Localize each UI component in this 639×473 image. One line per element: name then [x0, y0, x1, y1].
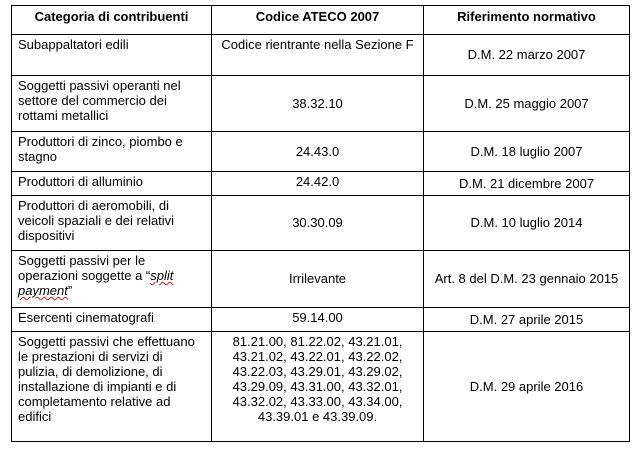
reference-cell: D.M. 18 luglio 2007 [424, 132, 630, 172]
ateco-code-cell: Codice rientrante nella Sezione F [212, 35, 424, 76]
ateco-code-cell: 59.14.00 [212, 308, 424, 332]
reference-cell: D.M. 10 luglio 2014 [424, 196, 630, 251]
table-row [12, 308, 630, 332]
category-cell: Soggetti passivi che effettuano le prestazioni di servizi di pulizia, di demolizione, di installazione di impianti e di completamento relative ad edifici [12, 332, 212, 442]
table-row [12, 132, 630, 172]
reference-cell: D.M. 27 aprile 2015 [424, 308, 630, 332]
category-cell: Esercenti cinematografi [12, 308, 212, 332]
ateco-code-cell: 30.30.09 [212, 196, 424, 251]
category-cell: Produttori di zinco, piombo e stagno [12, 132, 212, 172]
category-cell: Produttori di aeromobili, di veicoli spaziali e dei relativi dispositivi [12, 196, 212, 251]
ateco-code-cell: 24.43.0 [212, 132, 424, 172]
ateco-code-cell: 24.42.0 [212, 172, 424, 196]
category-text-end: ” [67, 283, 73, 298]
reference-cell: D.M. 25 maggio 2007 [424, 76, 630, 132]
category-cell: Soggetti passivi operanti nel settore del commercio dei rottami metallici [12, 76, 212, 132]
table-row [12, 172, 630, 196]
ateco-code-cell: 81.21.00, 81.22.02, 43.21.01, 43.21.02, 43.22.01, 43.22.02, 43.22.03, 43.29.01, 43.29.02, 43.29.09, 43.31.00, 43.32.01, 43.32.02, 43.33.00, 43.34.00, 43.39.01 e 43.39.09. [212, 332, 424, 442]
table-row [12, 35, 630, 76]
contributors-table [11, 5, 630, 442]
split-payment-term: split payment [18, 268, 174, 298]
header-category: Categoria di contribuenti [12, 6, 212, 35]
ateco-code-cell: 38.32.10 [212, 76, 424, 132]
category-text: Soggetti passivi per le operazioni soggette a “ [18, 253, 151, 283]
reference-cell: Art. 8 del D.M. 23 gennaio 2015 [424, 251, 630, 308]
reference-cell: D.M. 22 marzo 2007 [424, 35, 630, 76]
table-row [12, 76, 630, 132]
header-ateco-code: Codice ATECO 2007 [212, 6, 424, 35]
ateco-code-cell: Irrilevante [212, 251, 424, 308]
table-row [12, 332, 630, 442]
table-body [12, 35, 630, 442]
table-row [12, 196, 630, 251]
reference-cell: D.M. 29 aprile 2016 [424, 332, 630, 442]
header-legal-reference: Riferimento normativo [424, 6, 630, 35]
table-header [12, 6, 630, 35]
category-cell [12, 251, 212, 308]
category-cell: Produttori di alluminio [12, 172, 212, 196]
category-cell: Subappaltatori edili [12, 35, 212, 76]
header-row [12, 6, 630, 35]
table-row [12, 251, 630, 308]
reference-cell: D.M. 21 dicembre 2007 [424, 172, 630, 196]
